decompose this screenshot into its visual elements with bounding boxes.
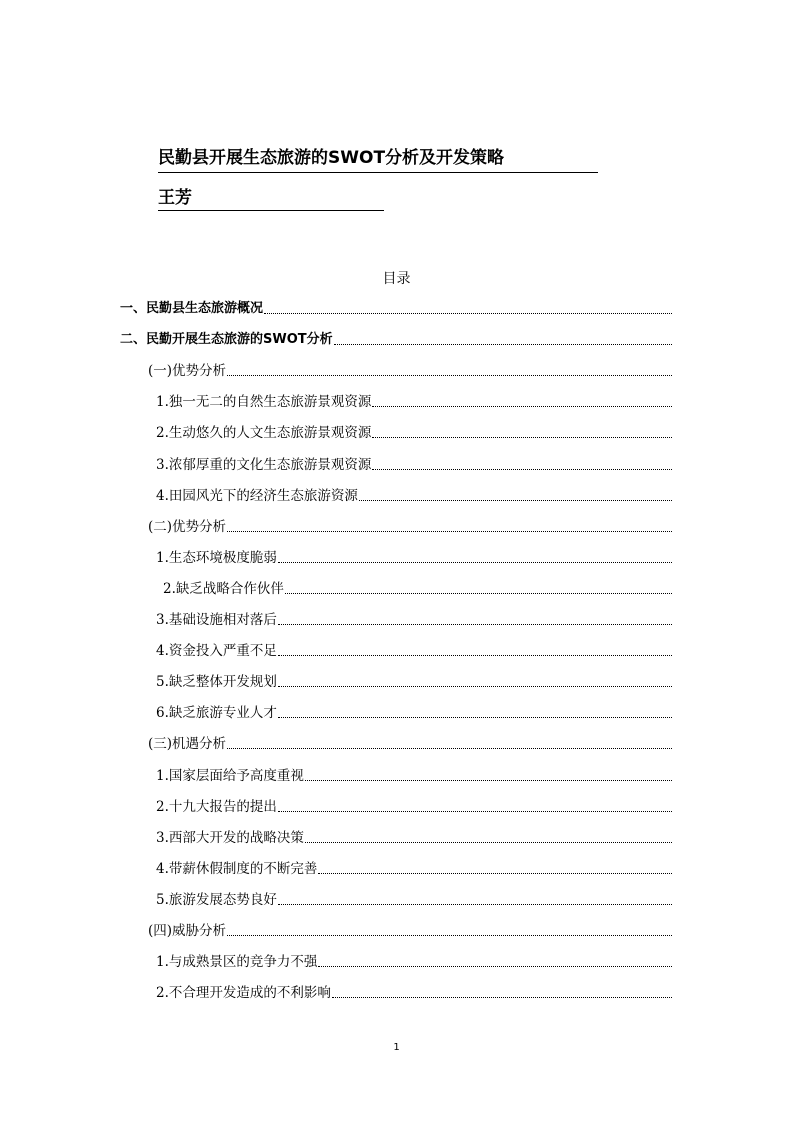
- toc-entry[interactable]: [156, 546, 672, 568]
- toc-entry-label: 2.缺乏战略合作伙伴: [163, 580, 284, 597]
- author-name: 王芳: [158, 186, 384, 211]
- toc-entry[interactable]: [156, 888, 672, 910]
- toc-dot-leader: [227, 374, 672, 376]
- toc-entry[interactable]: [163, 577, 672, 599]
- toc-entry[interactable]: [156, 857, 672, 879]
- toc-entry[interactable]: [148, 732, 672, 754]
- toc-entry[interactable]: [148, 515, 672, 537]
- toc-entry[interactable]: [120, 297, 672, 319]
- toc-dot-leader: [318, 872, 672, 874]
- toc-entry-label: 1.国家层面给予高度重视: [156, 767, 304, 784]
- toc-dot-leader: [285, 592, 672, 594]
- toc-dot-leader: [227, 530, 672, 532]
- toc-entry-label: 2.生动悠久的人文生态旅游景观资源: [156, 425, 372, 442]
- toc-dot-leader: [334, 343, 672, 345]
- toc-dot-leader: [332, 996, 672, 998]
- toc-entry[interactable]: [156, 421, 672, 443]
- toc-entry-label: 二、民勤开展生态旅游的SWOT分析: [120, 330, 333, 350]
- toc-dot-leader: [318, 965, 672, 967]
- toc-dot-leader: [372, 468, 672, 470]
- toc-entry-label: 4.资金投入严重不足: [156, 643, 277, 660]
- toc-entry-label: (四)威胁分析: [148, 923, 227, 939]
- toc-entry-label: 3.西部大开发的战略决策: [156, 829, 304, 846]
- toc-entry-label: 1.独一无二的自然生态旅游景观资源: [156, 394, 372, 411]
- toc-entry-label: 2.十九大报告的提出: [156, 798, 277, 815]
- toc-dot-leader: [278, 561, 672, 563]
- page-number: 1: [393, 1042, 400, 1053]
- toc-entry[interactable]: [156, 390, 672, 412]
- toc-entry[interactable]: [120, 328, 672, 350]
- toc-entry[interactable]: [156, 795, 672, 817]
- toc-entry[interactable]: [156, 981, 672, 1003]
- toc-entry-label: 5.缺乏整体开发规划: [156, 674, 277, 691]
- toc-dot-leader: [278, 654, 672, 656]
- toc-entry-label: 6.缺乏旅游专业人才: [156, 705, 277, 722]
- toc-entry-label: 5.旅游发展态势良好: [156, 891, 277, 908]
- toc-entry-label: 3.浓郁厚重的文化生态旅游景观资源: [156, 456, 372, 473]
- toc-entry[interactable]: [156, 826, 672, 848]
- toc-heading: 目录: [382, 271, 411, 287]
- toc-dot-leader: [359, 499, 672, 501]
- toc-dot-leader: [264, 312, 672, 314]
- toc-entry-label: 3.基础设施相对落后: [156, 612, 277, 628]
- toc-dot-leader: [278, 716, 672, 718]
- toc-dot-leader: [372, 436, 672, 438]
- toc-entry-label: (一)优势分析: [148, 363, 227, 380]
- toc-entry[interactable]: [156, 701, 672, 723]
- document-title: 民勤县开展生态旅游的SWOT分析及开发策略: [158, 146, 598, 173]
- toc-dot-leader: [305, 841, 672, 843]
- toc-dot-leader: [227, 934, 672, 936]
- toc-entry[interactable]: [156, 950, 672, 972]
- toc-entry[interactable]: [156, 484, 672, 506]
- toc-entry[interactable]: [156, 764, 672, 786]
- toc-dot-leader: [278, 903, 672, 905]
- toc-entry[interactable]: [148, 919, 672, 941]
- toc-entry[interactable]: [156, 608, 672, 630]
- toc-dot-leader: [278, 623, 672, 625]
- toc-entry-label: (三)机遇分析: [148, 736, 227, 753]
- toc-dot-leader: [278, 810, 672, 812]
- toc-entry[interactable]: [156, 453, 672, 475]
- toc-entry-label: (二)优势分析: [148, 518, 227, 535]
- toc-entry-label: 1.生态环境极度脆弱: [156, 549, 277, 566]
- toc-entry[interactable]: [156, 639, 672, 661]
- toc-dot-leader: [278, 685, 672, 687]
- toc-entry[interactable]: [156, 670, 672, 692]
- toc-entry-label: 4.田园风光下的经济生态旅游资源: [156, 487, 358, 504]
- toc-entry-label: 2.不合理开发造成的不利影响: [156, 985, 331, 1002]
- toc-entry[interactable]: [148, 359, 672, 381]
- toc-dot-leader: [372, 405, 672, 407]
- toc-entry-label: 1.与成熟景区的竞争力不强: [156, 954, 318, 971]
- toc-entry-label: 4.带薪休假制度的不断完善: [156, 860, 318, 877]
- toc-dot-leader: [305, 779, 672, 781]
- toc-entry-label: 一、民勤县生态旅游概况: [120, 299, 263, 319]
- toc-dot-leader: [227, 747, 672, 749]
